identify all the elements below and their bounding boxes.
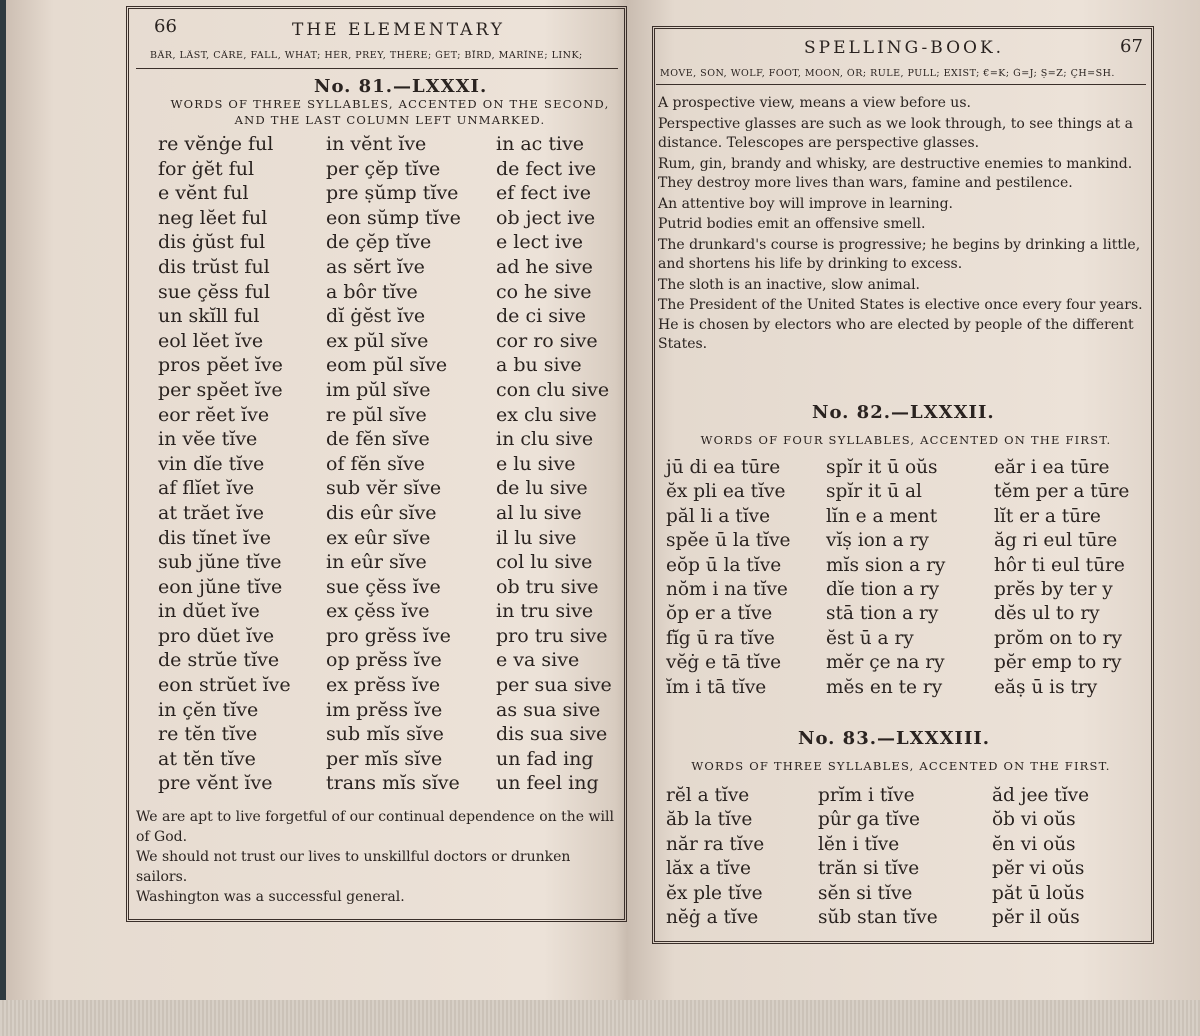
word-entry: as sua sive — [496, 698, 601, 721]
word-column — [496, 132, 612, 796]
word-entry: ĕx pli ea tĭve — [666, 481, 786, 503]
word-column — [158, 132, 291, 796]
word-column — [994, 456, 1129, 700]
word-entry: hôr ti eul tūre — [994, 554, 1125, 576]
word-entry: de çĕp tĭve — [326, 231, 432, 254]
word-entry: of fĕn sĭve — [326, 452, 425, 475]
book-spread — [6, 0, 1200, 1000]
word-entry: op prĕss ĭve — [326, 649, 442, 672]
word-column — [992, 784, 1089, 930]
word-entry: sue çĕss ĭve — [326, 575, 441, 598]
word-entry: vĕġ e tā tĭve — [666, 652, 782, 674]
word-entry: ob tru sive — [496, 575, 599, 598]
word-entry: de fect ive — [496, 157, 597, 180]
sentence: The drunkard's course is progressive; he begins by drinking a little, and shortens his life by drinking to excess. — [658, 236, 1141, 272]
word-entry: prĭm i tĭve — [818, 785, 915, 806]
word-entry: as sĕrt ĭve — [326, 255, 425, 278]
word-entry: il lu sive — [496, 526, 577, 549]
word-entry: de ci sive — [496, 305, 587, 328]
page-number: 67 — [1120, 36, 1143, 57]
word-entry: spĕe ū la tĭve — [666, 530, 791, 552]
word-entry: dis sua sive — [496, 723, 608, 746]
word-entry: mĕs en te ry — [826, 676, 943, 698]
word-entry: per sua sive — [496, 674, 612, 697]
word-column — [826, 456, 945, 700]
word-column — [818, 784, 938, 930]
word-entry: pro tru sive — [496, 624, 608, 647]
word-entry: pĕr il oŭs — [992, 906, 1080, 928]
sentence: We are apt to live forgetful of our continual dependence on the will of God. — [136, 809, 614, 845]
sentence: The President of the United States is elective once every four years. He is chosen by electors who are elected by people of the different States. — [658, 297, 1143, 352]
running-head: SPELLING-BOOK. — [804, 38, 1005, 58]
word-entry: e lect ive — [496, 231, 583, 254]
word-entry: ĕx ple tĭve — [666, 882, 763, 904]
word-entry: fĭg ū ra tĭve — [666, 627, 775, 649]
word-entry: spĭr it ū al — [826, 481, 922, 503]
word-entry: dĭe tion a ry — [826, 578, 940, 600]
word-entry: prŏm on to ry — [994, 627, 1122, 649]
reading-sentences — [658, 94, 1144, 356]
word-entry: prĕs by ter y — [994, 578, 1113, 600]
sentence: Rum, gin, brandy and whisky, are destructive enemies to mankind. They destroy more lives than wars, famine and pestilence. — [658, 155, 1133, 191]
word-entry: ăd jee tĭve — [992, 785, 1090, 806]
word-entry: un skĭll ful — [158, 305, 260, 328]
word-entry: un fad ing — [496, 747, 594, 770]
word-entry: trans mĭs sĭve — [326, 772, 460, 795]
lesson-title: No. 81.—LXXXI. — [314, 76, 488, 97]
word-entry: con clu sive — [496, 378, 610, 401]
word-entry: tĕm per a tūre — [994, 481, 1130, 503]
word-entry: in tru sive — [496, 600, 594, 623]
word-entry: trăn si tĭve — [818, 858, 920, 880]
word-entry: im pŭl sĭve — [326, 378, 431, 401]
lesson-title: No. 83.—LXXXIII. — [798, 728, 991, 749]
word-entry: in ac tive — [496, 133, 585, 155]
word-entry: a bôr tĭve — [326, 280, 418, 303]
word-entry: sue çĕss ful — [158, 280, 271, 303]
word-entry: in dŭet ĭve — [158, 600, 260, 623]
word-entry: dis ġŭst ful — [158, 231, 266, 254]
word-entry: ob ject ive — [496, 206, 596, 229]
word-entry: col lu sive — [496, 551, 593, 574]
word-entry: im prĕss ĭve — [326, 698, 443, 721]
word-entry: eol lĕet ĭve — [158, 329, 264, 352]
word-entry: co he sive — [496, 280, 592, 303]
word-entry: e vĕnt ful — [158, 182, 249, 205]
word-entry: af flĭet ĭve — [158, 477, 255, 500]
pronunciation-key: BÄR, LÄST, CÂRE, FALL, WHAT; HĒR, PREY, THÊRE; ĠET; BĨRD, MARÏNE; LINK; — [150, 50, 583, 61]
word-entry: nŏm i na tĭve — [666, 578, 788, 600]
word-entry: for ġĕt ful — [158, 157, 255, 180]
word-entry: pros pĕet ĭve — [158, 354, 283, 377]
word-entry: pre ṣŭmp tĭve — [326, 182, 459, 205]
word-entry: lĭt er a tūre — [994, 505, 1101, 527]
word-entry: jū di ea tūre — [666, 457, 781, 478]
running-head: THE ELEMENTARY — [292, 20, 505, 40]
word-entry: eăr i ea tūre — [994, 457, 1110, 478]
lesson-description: WORDS OF THREE SYLLABLES, ACCENTED ON THE FIRST. — [691, 759, 1111, 773]
word-entry: a bu sive — [496, 354, 582, 377]
sentence: A prospective view, means a view before us. — [658, 95, 971, 111]
sentence: Perspective glasses are such as we look through, to see things at a distance. Telescopes are perspective glasses. — [658, 115, 1133, 151]
page-edges — [0, 1000, 1200, 1036]
word-entry: dĭ ġĕst ĭve — [326, 305, 426, 328]
word-entry: ăb la tĭve — [666, 809, 753, 831]
lesson-description: WORDS OF FOUR SYLLABLES, ACCENTED ON THE FIRST. — [700, 433, 1112, 447]
word-entry: re tĕn tĭve — [158, 723, 258, 746]
word-entry: ăg ri eul tūre — [994, 530, 1118, 552]
word-entry: dis eûr sĭve — [326, 501, 437, 524]
word-entry: pĕr emp to ry — [994, 652, 1122, 674]
pronunciation-key: MOVE, SŎN, WOLF, FŎŎT, MOON, ÔR; RULE, PULL; EXIST; €=K; Ġ=J; Ṣ=Z; ÇH=SH. — [660, 68, 1115, 79]
word-entry: păl li a tĭve — [666, 505, 771, 527]
word-entry: dis trŭst ful — [158, 255, 270, 278]
word-entry: pûr ga tĭve — [818, 809, 920, 831]
word-entry: e lu sive — [496, 452, 576, 475]
word-entry: de strŭe tĭve — [158, 649, 280, 672]
word-entry: lăx a tĭve — [666, 858, 751, 880]
word-entry: ex eûr sĭve — [326, 526, 431, 549]
word-entry: mĭs sion a ry — [826, 554, 946, 576]
word-entry: at trăet ĭve — [158, 501, 265, 524]
right-page — [646, 0, 1166, 1000]
word-entry: sŭb stan tĭve — [818, 906, 938, 928]
word-entry: eom pŭl sĭve — [326, 354, 448, 377]
word-entry: un feel ing — [496, 772, 599, 795]
word-entry: at tĕn tĭve — [158, 747, 256, 770]
page-number: 66 — [154, 16, 177, 37]
sentence: We should not trust our lives to unskillful doctors or drunken sailors. — [136, 849, 571, 885]
word-entry: eor rĕet ĭve — [158, 403, 270, 426]
word-entry: vĭṣ ion a ry — [826, 530, 929, 552]
word-entry: pre vĕnt ĭve — [158, 772, 273, 795]
word-entry: in çĕn tĭve — [158, 698, 259, 721]
word-entry: ĕst ū a ry — [826, 627, 914, 649]
word-column — [666, 456, 791, 700]
word-entry: ef fect ive — [496, 182, 591, 205]
word-entry: ex çĕss ĭve — [326, 600, 430, 623]
word-entry: stā tion a ry — [826, 603, 939, 625]
word-entry: eon sŭmp tĭve — [326, 206, 461, 229]
word-entry: nĕġ a tĭve — [666, 906, 759, 928]
word-entry: ŏp er a tĭve — [666, 603, 773, 625]
word-entry: in vĕnt ĭve — [326, 133, 427, 155]
word-entry: in clu sive — [496, 428, 594, 451]
word-entry: ad he sive — [496, 255, 593, 278]
sentence: The sloth is an inactive, slow animal. — [658, 276, 920, 293]
word-entry: in vĕe tĭve — [158, 428, 258, 451]
word-entry: ex pŭl sĭve — [326, 329, 429, 352]
word-entry: ex clu sive — [496, 403, 597, 426]
word-entry: eon jŭne tĭve — [158, 575, 283, 598]
word-entry: sub jŭne tĭve — [158, 551, 282, 574]
word-entry: eŏp ū la tĭve — [666, 554, 782, 576]
word-entry: re vĕnġe ful — [158, 133, 274, 155]
divider — [136, 68, 618, 69]
word-entry: per spĕet ĭve — [158, 378, 283, 401]
word-entry: dĕs ul to ry — [994, 603, 1100, 625]
word-entry: in eûr sĭve — [326, 551, 427, 574]
word-entry: ĕn vi oŭs — [992, 833, 1076, 855]
word-entry: dis tĭnet ĭve — [158, 526, 271, 549]
word-entry: sĕn si tĭve — [818, 882, 913, 904]
reading-sentences — [136, 808, 616, 909]
word-entry: ĭm i tā tĭve — [666, 676, 767, 698]
word-entry: lĭn e a ment — [826, 505, 938, 527]
divider — [656, 84, 1146, 85]
word-entry: e va sive — [496, 649, 580, 672]
word-entry: neg lĕet ful — [158, 206, 268, 229]
word-entry: per çĕp tĭve — [326, 157, 441, 180]
word-column — [326, 132, 461, 796]
sentence: Putrid bodies emit an offensive smell. — [658, 216, 926, 232]
word-entry: ŏb vi oŭs — [992, 809, 1076, 831]
word-entry: mĕr çe na ry — [826, 652, 945, 674]
word-entry: vin dĭe tĭve — [158, 452, 265, 475]
word-entry: pĕr vi oŭs — [992, 858, 1085, 880]
word-entry: eăṣ ū is try — [994, 676, 1098, 698]
sentence: Washington was a successful general. — [136, 889, 405, 905]
sentence: An attentive boy will improve in learning. — [658, 195, 953, 212]
word-entry: lĕn i tĭve — [818, 833, 900, 855]
word-entry: eon strŭet ĭve — [158, 674, 291, 697]
word-entry: de fĕn sĭve — [326, 428, 430, 451]
word-entry: de lu sive — [496, 477, 588, 500]
word-column — [666, 784, 764, 930]
word-entry: cor ro sive — [496, 329, 598, 352]
word-entry: spĭr it ū oŭs — [826, 457, 938, 478]
word-entry: păt ū loŭs — [992, 882, 1085, 904]
word-entry: re pŭl sĭve — [326, 403, 427, 426]
word-entry: pro dŭet ĭve — [158, 624, 275, 647]
lesson-description: WORDS OF THREE SYLLABLES, ACCENTED ON THE SECOND, AND THE LAST COLUMN LEFT UNMARKED. — [170, 97, 610, 127]
word-entry: năr ra tĭve — [666, 833, 765, 855]
word-entry: sub vĕr sĭve — [326, 477, 442, 500]
word-entry: per mĭs sĭve — [326, 747, 443, 770]
left-page — [76, 0, 636, 1000]
word-entry: al lu sive — [496, 501, 582, 524]
word-entry: sub mĭs sĭve — [326, 723, 444, 746]
lesson-title: No. 82.—LXXXII. — [812, 402, 995, 423]
word-entry: ex prĕss ĭve — [326, 674, 441, 697]
word-entry: pro grĕss ĭve — [326, 624, 451, 647]
word-entry: rĕl a tĭve — [666, 785, 750, 806]
